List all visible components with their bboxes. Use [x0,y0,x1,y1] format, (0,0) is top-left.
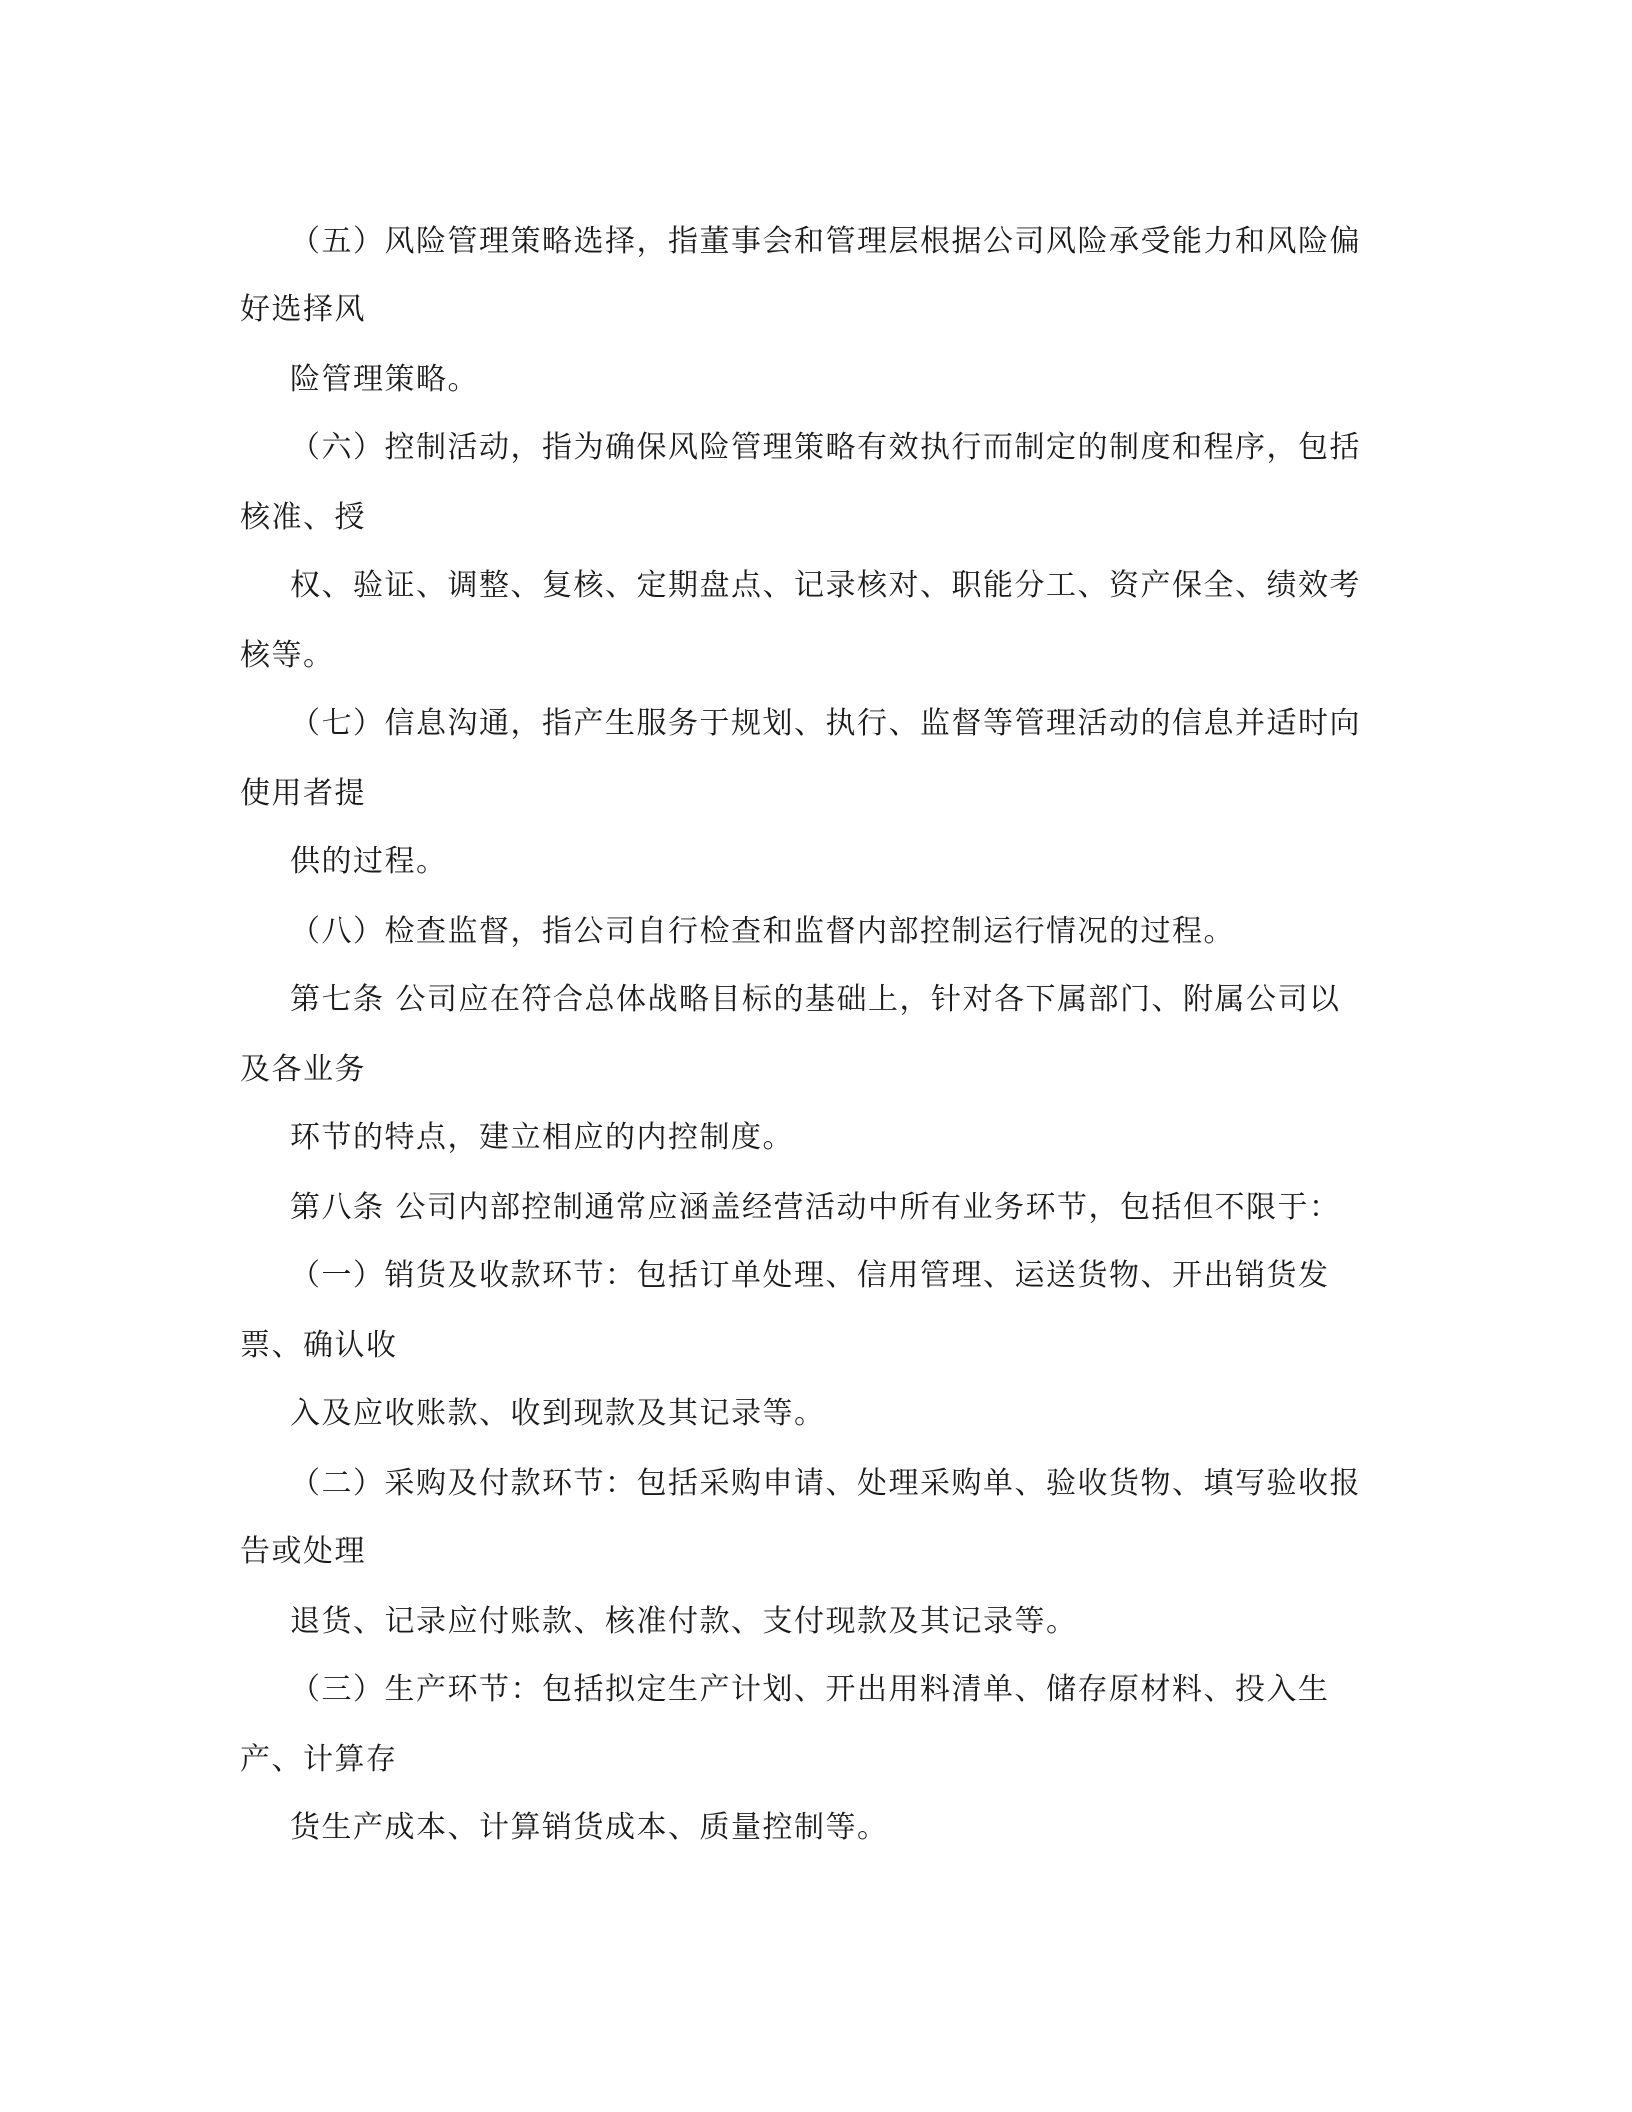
text-line: （二）采购及付款环节：包括采购申请、处理采购单、验收货物、填写验收报 [290,1466,1361,1501]
text-line: （八）检查监督，指公司自行检查和监督内部控制运行情况的过程。 [290,914,1235,949]
text-line: （七）信息沟通，指产生服务于规划、执行、监督等管理活动的信息并适时向 [290,706,1361,741]
text-line: 告或处理 [240,1534,366,1569]
text-line: 险管理策略。 [290,362,479,397]
text-line: 使用者提 [240,776,366,811]
text-line: 权、验证、调整、复核、定期盘点、记录核对、职能分工、资产保全、绩效考 [290,568,1361,603]
text-line: （一）销货及收款环节：包括订单处理、信用管理、运送货物、开出销货发 [290,1258,1330,1293]
text-line: 及各业务 [240,1052,366,1087]
text-line: 第七条 公司应在符合总体战略目标的基础上，针对各下属部门、附属公司以 [290,982,1341,1017]
text-line: 核准、授 [240,500,366,535]
text-line: （三）生产环节：包括拟定生产计划、开出用料清单、储存原材料、投入生 [290,1672,1330,1707]
text-line: 货生产成本、计算销货成本、质量控制等。 [290,1810,889,1845]
text-line: 票、确认收 [240,1328,398,1363]
text-line: （六）控制活动，指为确保风险管理策略有效执行而制定的制度和程序，包括 [290,430,1361,465]
text-line: （五）风险管理策略选择，指董事会和管理层根据公司风险承受能力和风险偏 [290,224,1361,259]
text-line: 好选择风 [240,292,366,327]
text-line: 产、计算存 [240,1742,398,1777]
text-line: 环节的特点，建立相应的内控制度。 [290,1120,794,1155]
text-line: 第八条 公司内部控制通常应涵盖经营活动中所有业务环节，包括但不限于： [290,1190,1341,1225]
text-line: 退货、记录应付账款、核准付款、支付现款及其记录等。 [290,1604,1078,1639]
text-line: 核等。 [240,638,335,673]
text-line: 入及应收账款、收到现款及其记录等。 [290,1396,826,1431]
text-line: 供的过程。 [290,844,448,879]
